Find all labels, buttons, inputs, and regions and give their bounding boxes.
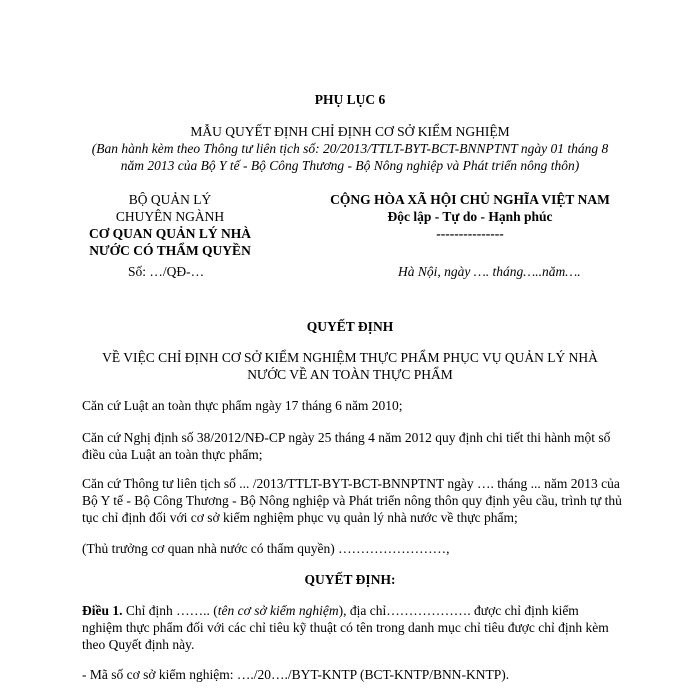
national-motto: Độc lập - Tự do - Hạnh phúc [387, 209, 553, 224]
issuing-authority-block [60, 191, 280, 259]
decision-subject: VỀ VIỆC CHỈ ĐỊNH CƠ SỞ KIỂM NGHIỆM THỰC PHẨM PHỤC VỤ QUẢN LÝ NHÀ NƯỚC VỀ AN TOÀN THỰC PHẨM [102, 350, 598, 382]
agency-line: CƠ QUAN QUẢN LÝ NHÀ [89, 226, 251, 241]
article-1-label: Điều 1. [82, 603, 123, 618]
motto-separator: --------------- [436, 226, 504, 241]
country-name: CỘNG HÒA XÃ HỘI CHỦ NGHĨA VIỆT NAM [330, 192, 610, 207]
authority-line: (Thủ trưởng cơ quan nhà nước có thẩm quyền) ……………………, [82, 541, 450, 556]
agency-line-2: NƯỚC CÓ THẨM QUYỀN [89, 243, 251, 258]
lab-code-line: - Mã số cơ sở kiểm nghiệm: …./20…./BYT-KNTP (BCT-KNTP/BNN-KNTP). [82, 667, 510, 682]
ministry-line: BỘ QUẢN LÝ [128, 192, 212, 207]
legal-basis-3: Căn cứ Thông tư liên tịch số ... /2013/TTLT-BYT-BCT-BNNPTNT ngày …. tháng ... năm 2013 của Bộ Y tế - Bộ Công Thương - Bộ Nông nghiệp và Phát triển nông thôn quy định yêu cầu, trình tự thủ tục chỉ định đối với cơ sở kiểm nghiệm phục vụ quản lý nhà nước về thực phẩm; [82, 476, 622, 525]
issuance-note: (Ban hành kèm theo Thông tư liên tịch số: 20/2013/TTLT-BYT-BCT-BNNPTNT ngày 01 tháng 8 năm 2013 của Bộ Y tế - Bộ Công Thương - Bộ Nông nghiệp và Phát triển nông thôn) [91, 141, 609, 173]
article-1-text-a: Chỉ định …….. ( [122, 603, 218, 618]
document-number: Số: …/QĐ-… [128, 264, 205, 279]
decision-heading-2: QUYẾT ĐỊNH: [304, 572, 396, 587]
ministry-line-2: CHUYÊN NGÀNH [115, 209, 225, 224]
article-1-text-b: ), địa chỉ………………. được chỉ định kiểm nghiệm thực phẩm đối với các chỉ tiêu kỹ thuật có tên trong danh mục chỉ tiêu được chỉ định kèm theo Quyết định này. [82, 603, 609, 652]
national-header-block [300, 191, 640, 242]
article-1-placeholder: tên cơ sở kiểm nghiệm [217, 603, 339, 618]
decision-heading: QUYẾT ĐỊNH [306, 319, 394, 334]
form-title: MẪU QUYẾT ĐỊNH CHỈ ĐỊNH CƠ SỞ KIỂM NGHIỆM [190, 124, 510, 139]
appendix-title: PHỤ LỤC 6 [314, 92, 386, 107]
document-date: Hà Nội, ngày …. tháng…..năm…. [398, 264, 581, 279]
article-1 [82, 602, 622, 653]
legal-basis-2: Căn cứ Nghị định số 38/2012/NĐ-CP ngày 25 tháng 4 năm 2012 quy định chi tiết thi hành một số điều của Luật an toàn thực phẩm; [82, 430, 611, 462]
legal-basis-1: Căn cứ Luật an toàn thực phẩm ngày 17 tháng 6 năm 2010; [82, 398, 403, 413]
